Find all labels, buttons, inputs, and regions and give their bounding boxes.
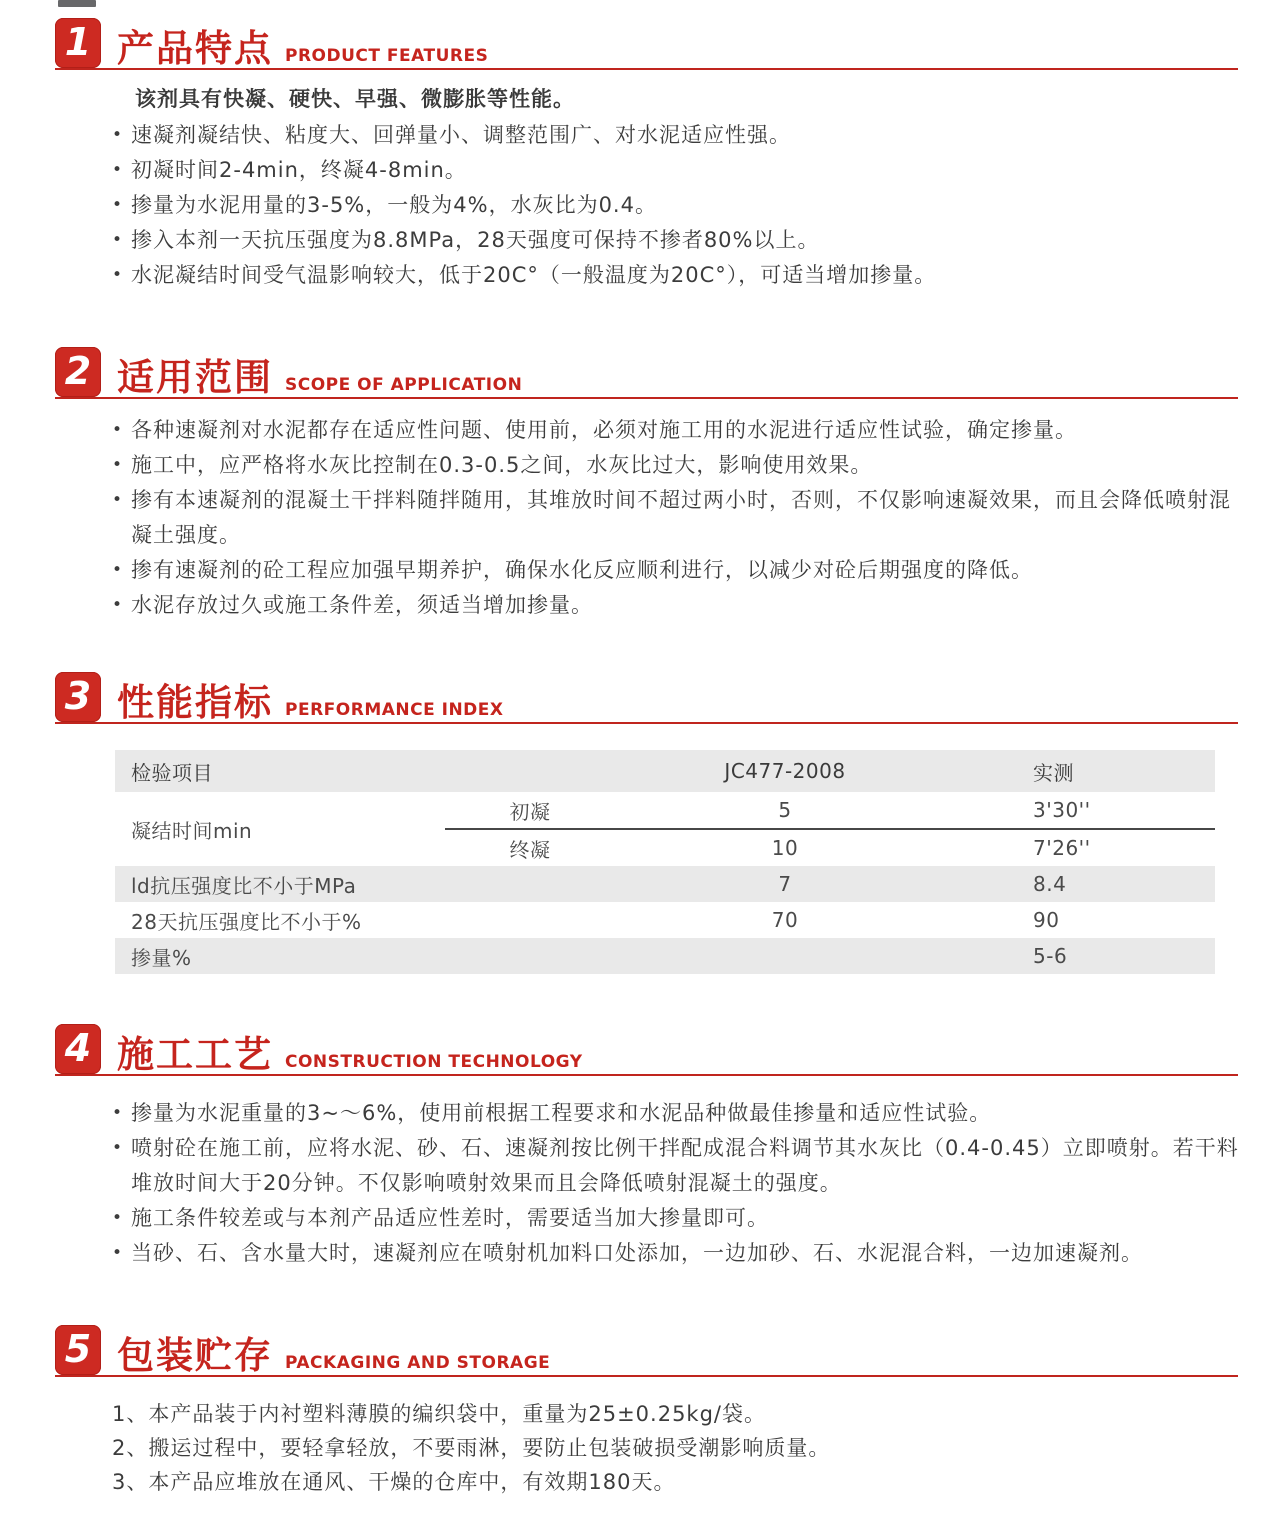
- row-label-1d-strength: ld抗压强度比不小于MPa: [115, 866, 615, 902]
- section-4-number: 4: [64, 1026, 92, 1070]
- section-scope-of-application: [0, 347, 1280, 623]
- features-intro-line: 该剂具有快凝、硬快、早强、微膨胀等性能。: [135, 87, 575, 111]
- bullet-item: • 掺有本速凝剂的混凝土干拌料随拌随用，其堆放时间不超过两小时，否则，不仅影响速凝效果，而且会降低喷射混凝土强度。: [110, 483, 1242, 553]
- bullet-item: • 速凝剂凝结快、粘度大、回弹量小、调整范围广、对水泥适应性强。: [110, 118, 1242, 153]
- section-5-title: 包装贮存: [117, 1334, 273, 1377]
- table-row-initial-setting: [115, 792, 1215, 829]
- table-row-28d-strength: [115, 902, 1215, 938]
- row-label-28d-strength: 28天抗压强度比不小于%: [131, 909, 362, 934]
- cell-initial-measured: 3'30'': [955, 792, 1215, 829]
- section-2-number: 2: [64, 349, 92, 393]
- bullet-item: • 水泥凝结时间受气温影响较大，低于20C°（一般温度为20C°），可适当增加掺量。: [110, 258, 1242, 293]
- scope-list: [110, 413, 1242, 623]
- section-4-number-badge: [55, 1024, 101, 1074]
- row-label-dosage: 掺量%: [115, 938, 615, 974]
- table-row-dosage: [115, 938, 1215, 974]
- section-3-title: 性能指标: [117, 681, 273, 724]
- packaging-list: [112, 1397, 1238, 1499]
- section-5-number-badge: [55, 1325, 101, 1375]
- section-packaging-storage: [0, 1325, 1280, 1499]
- section-3-subtitle: PERFORMANCE INDEX: [285, 700, 504, 720]
- section-5-header: [55, 1325, 1238, 1377]
- bullet-item: • 喷射砼在施工前，应将水泥、砂、石、速凝剂按比例干拌配成混合料调节其水灰比（0.4-0.45）立即喷射。若干料堆放时间大于20分钟。不仅影响喷射效果而且会降低喷射混凝土的强度。: [110, 1131, 1242, 1201]
- bullet-item: • 掺有速凝剂的砼工程应加强早期养护，确保水化反应顺利进行，以减少对砼后期强度的降低。: [110, 553, 1242, 588]
- row-label-setting-time: 凝结时间min: [131, 818, 253, 843]
- cell-initial-standard: 5: [615, 792, 955, 829]
- section-1-subtitle: PRODUCT FEATURES: [285, 46, 489, 66]
- section-performance-index: [0, 672, 1280, 974]
- section-3-header: [55, 672, 1238, 724]
- crop-artifact: [58, 0, 96, 7]
- section-4-title: 施工工艺: [117, 1033, 273, 1076]
- section-2-title: 适用范围: [117, 356, 273, 399]
- section-1-title: 产品特点: [117, 27, 273, 70]
- col-header-item: 检验项目: [115, 750, 615, 792]
- section-1-number: 1: [64, 20, 92, 64]
- bullet-item: • 施工中，应严格将水灰比控制在0.3-0.5之间，水灰比过大，影响使用效果。: [110, 448, 1242, 483]
- section-2-subtitle: SCOPE OF APPLICATION: [285, 375, 523, 395]
- cell-final-standard: 10: [771, 836, 799, 860]
- cell-1d-measured: 8.4: [955, 866, 1215, 902]
- section-1-header: [55, 18, 1238, 70]
- section-2-number-badge: [55, 347, 101, 397]
- section-1-number-badge: [55, 18, 101, 68]
- construction-list: [110, 1096, 1242, 1271]
- bullet-item: • 掺量为水泥用量的3-5%，一般为4%，水灰比为0.4。: [110, 188, 1242, 223]
- bullet-item: • 当砂、石、含水量大时，速凝剂应在喷射机加料口处添加，一边加砂、石、水泥混合料，一边加速凝剂。: [110, 1236, 1242, 1271]
- section-3-number-badge: [55, 672, 101, 722]
- bullet-item: • 掺量为水泥重量的3~～6%，使用前根据工程要求和水泥品种做最佳掺量和适应性试验。: [110, 1096, 1242, 1131]
- numbered-item: 1、本产品装于内衬塑料薄膜的编织袋中，重量为25±0.25kg/袋。: [112, 1402, 767, 1426]
- cell-initial-name: 初凝: [445, 792, 615, 829]
- section-5-subtitle: PACKAGING AND STORAGE: [285, 1353, 551, 1373]
- numbered-item: 2、搬运过程中，要轻拿轻放，不要雨淋，要防止包装破损受潮影响质量。: [112, 1436, 831, 1460]
- cell-dosage-measured: 5-6: [955, 938, 1215, 974]
- performance-table: [115, 750, 1215, 974]
- cell-final-measured: 7'26'': [1033, 836, 1091, 860]
- section-5-number: 5: [64, 1327, 92, 1371]
- features-list: [110, 118, 1242, 293]
- bullet-item: • 掺入本剂一天抗压强度为8.8MPa，28天强度可保持不掺者80%以上。: [110, 223, 1242, 258]
- section-construction-technology: [0, 1024, 1280, 1271]
- cell-dosage-standard: [615, 938, 955, 974]
- table-header-row: [115, 750, 1215, 792]
- section-4-subtitle: CONSTRUCTION TECHNOLOGY: [285, 1052, 583, 1072]
- col-header-measured: 实测: [955, 750, 1215, 792]
- bullet-item: • 初凝时间2-4min，终凝4-8min。: [110, 153, 1242, 188]
- numbered-item: 3、本产品应堆放在通风、干燥的仓库中，有效期180天。: [112, 1470, 676, 1494]
- section-3-number: 3: [64, 674, 92, 718]
- cell-28d-measured: 90: [1033, 908, 1060, 932]
- bullet-item: • 施工条件较差或与本剂产品适应性差时，需要适当加大掺量即可。: [110, 1201, 1242, 1236]
- cell-28d-standard: 70: [771, 908, 799, 932]
- section-2-header: [55, 347, 1238, 399]
- table-row-1d-strength: [115, 866, 1215, 902]
- col-header-standard: JC477-2008: [615, 750, 955, 792]
- bullet-item: • 各种速凝剂对水泥都存在适应性问题、使用前，必须对施工用的水泥进行适应性试验，确定掺量。: [110, 413, 1242, 448]
- cell-1d-standard: 7: [615, 866, 955, 902]
- section-4-header: [55, 1024, 1238, 1076]
- section-product-features: [0, 0, 1280, 293]
- cell-final-name: 终凝: [509, 837, 551, 862]
- bullet-item: • 水泥存放过久或施工条件差，须适当增加掺量。: [110, 588, 1242, 623]
